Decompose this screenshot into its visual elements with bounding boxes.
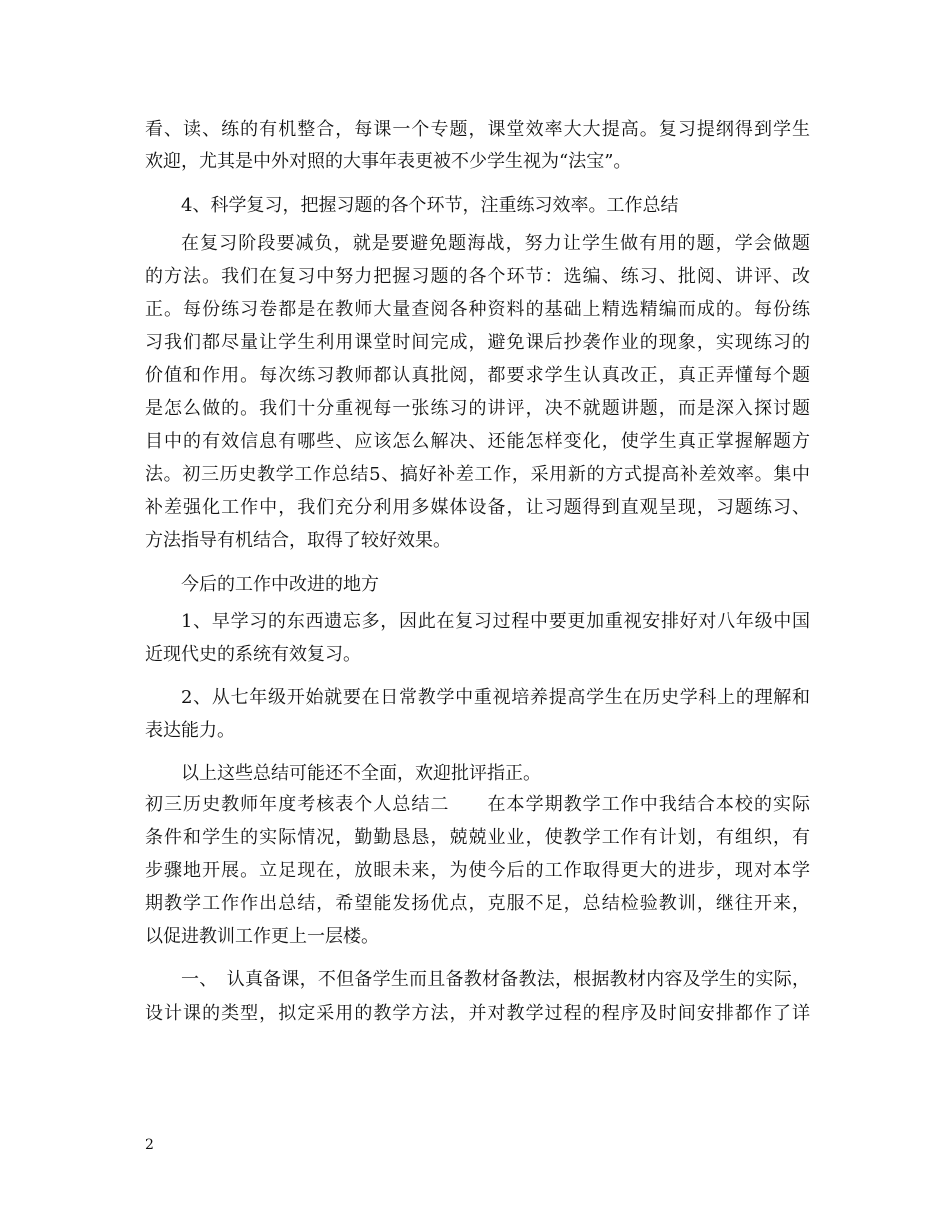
text-line: 初三历史教师年度考核表个人总结二 在本学期教学工作中我结合本校的实际 xyxy=(145,794,810,815)
text-line: 价值和作用。每次练习教师都认真批阅，都要求学生认真改正，真正弄懂每个题 xyxy=(145,365,810,386)
text-line: 表达能力。 xyxy=(145,720,235,741)
text-line: 期教学工作作出总结，希望能发扬优点，克服不足，总结检验教训，继往开来， xyxy=(145,893,810,914)
text-line: 看、读、练的有机整合，每课一个专题，课堂效率大大提高。复习提纲得到学生 xyxy=(145,119,810,140)
text-line: 是怎么做的。我们十分重视每一张练习的讲评，决不就题讲题，而是深入探讨题 xyxy=(145,398,810,419)
text-line: 在复习阶段要减负，就是要避免题海战，努力让学生做有用的题，学会做题 xyxy=(181,233,810,254)
text-line: 步骤地开展。立足现在，放眼未来，为使今后的工作取得更大的进步，现对本学 xyxy=(145,860,810,881)
text-line: 以上这些总结可能还不全面，欢迎批评指正。 xyxy=(181,763,541,784)
text-line: 2、从七年级开始就要在日常教学中重视培养提高学生在历史学科上的理解和 xyxy=(181,687,810,708)
text-line: 4、科学复习，把握习题的各个环节，注重练习效率。工作总结 xyxy=(181,195,679,216)
text-line: 近现代史的系统有效复习。 xyxy=(145,644,361,665)
text-line: 方法指导有机结合，取得了较好效果。 xyxy=(145,530,451,551)
text-line: 习我们都尽量让学生利用课堂时间完成，避免课后抄袭作业的现象，实现练习的 xyxy=(145,332,810,353)
text-line: 的方法。我们在复习中努力把握习题的各个环节：选编、练习、批阅、讲评、改 xyxy=(145,266,810,287)
document-body xyxy=(145,114,810,1031)
text-line: 法。初三历史教学工作总结5、搞好补差工作，采用新的方式提高补差效率。集中 xyxy=(145,464,810,485)
text-line: 正。每份练习卷都是在教师大量查阅各种资料的基础上精选精编而成的。每份练 xyxy=(145,299,810,320)
text-line: 1、早学习的东西遗忘多，因此在复习过程中要更加重视安排好对八年级中国 xyxy=(181,611,810,632)
text-line: 以促进教训工作更上一层楼。 xyxy=(145,926,379,947)
page-number: 2 xyxy=(145,1137,154,1153)
text-line: 一、 认真备课，不但备学生而且备教材备教法，根据教材内容及学生的实际， xyxy=(181,969,810,990)
text-line: 设计课的类型，拟定采用的教学方法，并对教学过程的程序及时间安排都作了详 xyxy=(145,1003,810,1024)
text-line: 补差强化工作中，我们充分利用多媒体设备，让习题得到直观呈现，习题练习、 xyxy=(145,497,810,518)
text-line: 条件和学生的实际情况，勤勤恳恳，兢兢业业，使教学工作有计划，有组织，有 xyxy=(145,827,810,848)
text-line: 欢迎，尤其是中外对照的大事年表更被不少学生视为“法宝”。 xyxy=(145,151,632,172)
text-line: 今后的工作中改进的地方 xyxy=(181,574,379,595)
text-line: 目中的有效信息有哪些、应该怎么解决、还能怎样变化，使学生真正掌握解题方 xyxy=(145,431,810,452)
